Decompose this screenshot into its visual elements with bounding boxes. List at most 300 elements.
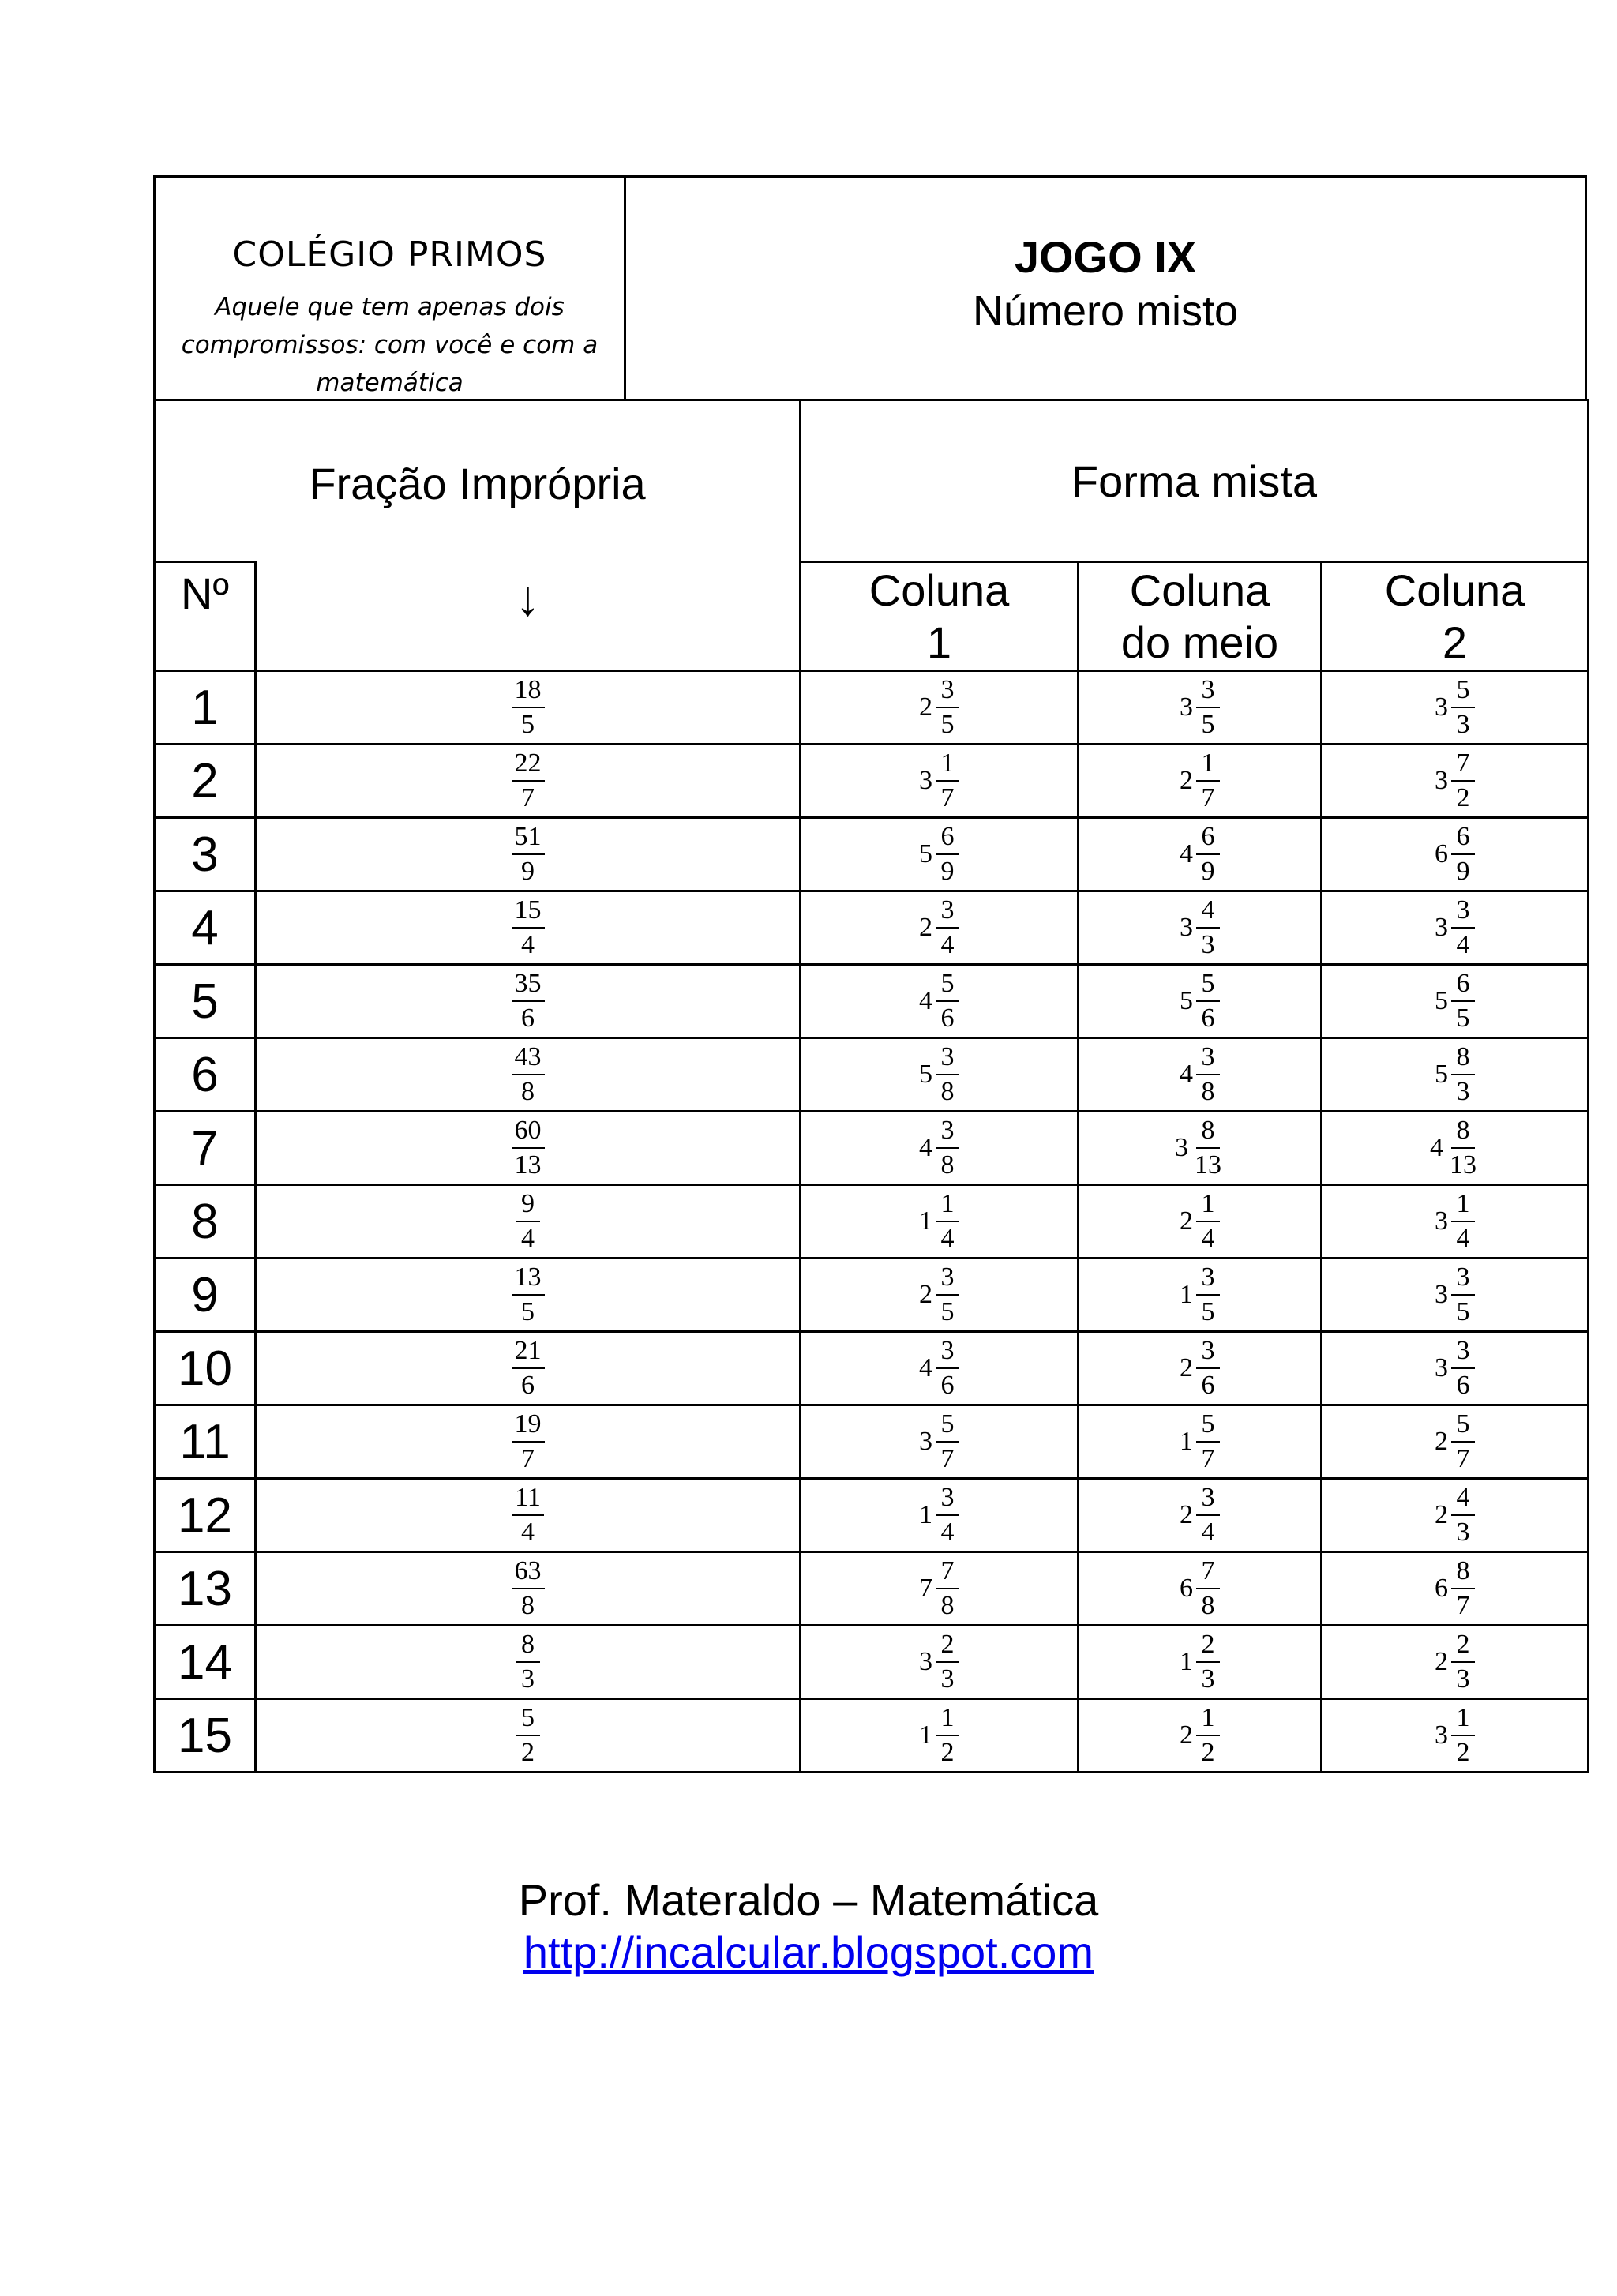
column-1-numerator: 3 xyxy=(936,1481,959,1516)
column-middle-heading-line1: Coluna xyxy=(1129,565,1270,615)
column-1-denominator: 8 xyxy=(940,1077,955,1106)
column-1-numerator: 3 xyxy=(936,1114,959,1149)
improper-numerator: 60 xyxy=(512,1114,545,1149)
column-1-numerator: 6 xyxy=(936,820,959,855)
row-number: 9 xyxy=(155,1259,256,1332)
column-2-heading xyxy=(1322,562,1589,671)
column-2-fraction xyxy=(1451,1481,1475,1549)
column-2-numerator: 5 xyxy=(1451,1408,1475,1443)
improper-denominator: 4 xyxy=(521,1224,535,1253)
column-2-fraction xyxy=(1446,1114,1480,1182)
column-middle-cell xyxy=(1079,1259,1322,1332)
column-middle-mixed-number xyxy=(1180,1041,1220,1109)
column-middle-numerator: 5 xyxy=(1196,1408,1220,1443)
column-2-cell xyxy=(1322,891,1589,965)
column-middle-denominator: 5 xyxy=(1201,1297,1215,1326)
improper-fraction-cell xyxy=(256,745,801,818)
improper-fraction xyxy=(512,1114,545,1182)
row-number: 3 xyxy=(155,818,256,891)
improper-fraction xyxy=(512,1481,544,1549)
column-1-fraction xyxy=(936,1261,959,1329)
column-middle-numerator: 8 xyxy=(1196,1114,1220,1149)
column-middle-whole: 2 xyxy=(1180,1206,1193,1236)
row-number: 7 xyxy=(155,1112,256,1185)
column-2-numerator: 1 xyxy=(1451,1187,1475,1222)
column-middle-whole: 2 xyxy=(1180,766,1193,795)
column-2-whole: 2 xyxy=(1435,1427,1448,1456)
column-2-numerator: 6 xyxy=(1451,967,1475,1002)
column-middle-numerator: 6 xyxy=(1196,820,1220,855)
improper-numerator: 35 xyxy=(512,967,545,1002)
column-1-heading xyxy=(801,562,1079,671)
column-2-mixed-number xyxy=(1435,1481,1475,1549)
improper-denominator: 3 xyxy=(521,1664,535,1694)
improper-fraction-cell xyxy=(256,1332,801,1405)
column-2-fraction xyxy=(1451,820,1475,888)
column-1-heading-line2: 1 xyxy=(926,617,952,667)
column-2-cell xyxy=(1322,1405,1589,1479)
column-1-mixed-number xyxy=(919,820,959,888)
row-number: 15 xyxy=(155,1699,256,1773)
column-2-denominator: 7 xyxy=(1456,1444,1470,1473)
column-middle-whole: 3 xyxy=(1175,1133,1188,1162)
column-1-mixed-number xyxy=(919,1555,959,1623)
column-middle-denominator: 7 xyxy=(1201,1444,1215,1473)
improper-denominator: 5 xyxy=(521,1297,535,1326)
column-1-whole: 3 xyxy=(919,1647,932,1676)
column-1-numerator: 5 xyxy=(936,1408,959,1443)
heading-row xyxy=(155,400,1589,562)
column-1-denominator: 2 xyxy=(940,1738,955,1767)
column-middle-whole: 2 xyxy=(1180,1500,1193,1529)
column-2-whole: 2 xyxy=(1435,1500,1448,1529)
column-middle-fraction xyxy=(1196,1481,1220,1549)
row-number: 6 xyxy=(155,1038,256,1112)
column-2-denominator: 3 xyxy=(1456,1664,1470,1694)
column-2-denominator: 2 xyxy=(1456,783,1470,812)
column-2-denominator: 5 xyxy=(1456,1004,1470,1033)
column-middle-mixed-number xyxy=(1175,1114,1225,1182)
column-middle-fraction xyxy=(1196,967,1220,1035)
column-middle-whole: 1 xyxy=(1180,1427,1193,1456)
column-1-fraction xyxy=(936,1701,959,1769)
column-middle-heading xyxy=(1079,562,1322,671)
column-middle-denominator: 7 xyxy=(1201,783,1215,812)
column-middle-heading-line2: do meio xyxy=(1120,617,1279,667)
column-middle-mixed-number xyxy=(1180,1628,1220,1696)
column-middle-mixed-number xyxy=(1180,894,1220,962)
column-1-cell xyxy=(801,965,1079,1038)
column-1-whole: 1 xyxy=(919,1720,932,1750)
column-middle-cell xyxy=(1079,891,1322,965)
school-name: COLÉGIO PRIMOS xyxy=(232,234,547,275)
improper-numerator: 22 xyxy=(512,747,545,782)
column-2-cell xyxy=(1322,1259,1589,1332)
column-middle-fraction xyxy=(1196,1628,1220,1696)
improper-numerator: 13 xyxy=(512,1261,545,1296)
column-middle-numerator: 3 xyxy=(1196,1261,1220,1296)
improper-fraction-cell xyxy=(256,891,801,965)
down-arrow-icon: ↓ xyxy=(256,562,801,671)
column-2-mixed-number xyxy=(1435,894,1475,962)
column-2-whole: 3 xyxy=(1435,1720,1448,1750)
column-2-numerator: 2 xyxy=(1451,1628,1475,1663)
table-row xyxy=(155,745,1589,818)
column-middle-mixed-number xyxy=(1180,967,1220,1035)
column-1-numerator: 3 xyxy=(936,1261,959,1296)
improper-denominator: 5 xyxy=(521,710,535,739)
column-1-fraction xyxy=(936,747,959,815)
improper-numerator: 9 xyxy=(516,1187,540,1222)
column-1-denominator: 5 xyxy=(940,710,955,739)
column-1-numerator: 1 xyxy=(936,1701,959,1736)
column-2-whole: 3 xyxy=(1435,1280,1448,1309)
improper-numerator: 63 xyxy=(512,1555,545,1589)
column-1-whole: 4 xyxy=(919,1133,932,1162)
column-1-mixed-number xyxy=(919,967,959,1035)
column-2-denominator: 13 xyxy=(1450,1150,1476,1180)
column-middle-whole: 4 xyxy=(1180,1060,1193,1089)
column-1-mixed-number xyxy=(919,1408,959,1476)
column-1-fraction xyxy=(936,820,959,888)
column-middle-numerator: 1 xyxy=(1196,747,1220,782)
column-2-denominator: 3 xyxy=(1456,710,1470,739)
row-number: 5 xyxy=(155,965,256,1038)
column-1-denominator: 7 xyxy=(940,783,955,812)
column-1-mixed-number xyxy=(919,1701,959,1769)
column-2-fraction xyxy=(1451,894,1475,962)
column-2-denominator: 6 xyxy=(1456,1371,1470,1400)
column-2-numerator: 5 xyxy=(1451,673,1475,708)
column-1-numerator: 5 xyxy=(936,967,959,1002)
column-1-denominator: 7 xyxy=(940,1444,955,1473)
improper-fraction-cell xyxy=(256,1112,801,1185)
column-middle-whole: 1 xyxy=(1180,1647,1193,1676)
column-middle-fraction xyxy=(1196,1555,1220,1623)
column-middle-denominator: 5 xyxy=(1201,710,1215,739)
column-1-numerator: 3 xyxy=(936,673,959,708)
column-middle-numerator: 3 xyxy=(1196,1481,1220,1516)
improper-fraction-cell xyxy=(256,1479,801,1552)
column-1-fraction xyxy=(936,1114,959,1182)
column-2-denominator: 4 xyxy=(1456,1224,1470,1253)
improper-denominator: 8 xyxy=(521,1591,535,1620)
school-motto: Aquele que tem apenas dois compromissos: com você e com a matemática xyxy=(181,293,598,397)
column-1-denominator: 4 xyxy=(940,1224,955,1253)
column-middle-whole: 5 xyxy=(1180,986,1193,1015)
table-row xyxy=(155,965,1589,1038)
improper-fraction-cell xyxy=(256,965,801,1038)
column-1-denominator: 9 xyxy=(940,857,955,886)
column-middle-whole: 3 xyxy=(1180,692,1193,722)
column-middle-cell xyxy=(1079,1112,1322,1185)
column-1-numerator: 3 xyxy=(936,1041,959,1075)
improper-fraction-heading: Fração Imprópria xyxy=(155,400,801,562)
fraction-table xyxy=(153,399,1589,1773)
column-1-fraction xyxy=(936,967,959,1035)
column-middle-denominator: 3 xyxy=(1201,930,1215,959)
improper-numerator: 18 xyxy=(512,673,545,708)
column-1-cell xyxy=(801,1626,1079,1699)
column-middle-whole: 6 xyxy=(1180,1574,1193,1603)
column-1-cell xyxy=(801,745,1079,818)
improper-fraction xyxy=(512,673,545,741)
column-2-mixed-number xyxy=(1435,673,1475,741)
column-middle-fraction xyxy=(1196,1408,1220,1476)
column-middle-mixed-number xyxy=(1180,1261,1220,1329)
column-middle-whole: 2 xyxy=(1180,1720,1193,1750)
column-2-fraction xyxy=(1451,1187,1475,1255)
improper-fraction-cell xyxy=(256,1259,801,1332)
column-middle-mixed-number xyxy=(1180,1187,1220,1255)
column-1-numerator: 3 xyxy=(936,894,959,929)
row-number: 11 xyxy=(155,1405,256,1479)
column-1-mixed-number xyxy=(919,1628,959,1696)
column-2-denominator: 3 xyxy=(1456,1518,1470,1547)
column-middle-numerator: 3 xyxy=(1196,1334,1220,1369)
column-1-whole: 5 xyxy=(919,1060,932,1089)
column-middle-fraction xyxy=(1196,1041,1220,1109)
column-1-numerator: 1 xyxy=(936,1187,959,1222)
improper-denominator: 2 xyxy=(521,1738,535,1767)
column-2-whole: 3 xyxy=(1435,766,1448,795)
column-1-fraction xyxy=(936,1334,959,1402)
column-middle-cell xyxy=(1079,671,1322,745)
column-middle-cell xyxy=(1079,745,1322,818)
table-row xyxy=(155,818,1589,891)
column-1-mixed-number xyxy=(919,1261,959,1329)
column-2-mixed-number xyxy=(1435,1334,1475,1402)
subheading-row xyxy=(155,562,1589,671)
column-1-whole: 2 xyxy=(919,692,932,722)
improper-numerator: 15 xyxy=(512,894,545,929)
row-number: 10 xyxy=(155,1332,256,1405)
column-1-mixed-number xyxy=(919,894,959,962)
column-middle-numerator: 3 xyxy=(1196,1041,1220,1075)
improper-fraction-cell xyxy=(256,1038,801,1112)
column-1-cell xyxy=(801,1185,1079,1259)
improper-fraction xyxy=(512,820,545,888)
column-middle-whole: 2 xyxy=(1180,1353,1193,1382)
column-middle-cell xyxy=(1079,818,1322,891)
document-header xyxy=(153,175,1587,401)
column-1-heading-line1: Coluna xyxy=(869,565,1010,615)
column-2-whole: 5 xyxy=(1435,986,1448,1015)
column-2-fraction xyxy=(1451,673,1475,741)
column-2-numerator: 4 xyxy=(1451,1481,1475,1516)
improper-fraction-cell xyxy=(256,671,801,745)
column-middle-fraction xyxy=(1196,1334,1220,1402)
column-2-cell xyxy=(1322,1552,1589,1626)
column-1-whole: 3 xyxy=(919,1427,932,1456)
game-subtitle: Número misto xyxy=(972,287,1239,335)
column-1-mixed-number xyxy=(919,673,959,741)
column-middle-whole: 1 xyxy=(1180,1280,1193,1309)
column-2-numerator: 8 xyxy=(1451,1555,1475,1589)
table-row xyxy=(155,1259,1589,1332)
column-middle-denominator: 4 xyxy=(1201,1224,1215,1253)
game-title: JOGO IX xyxy=(1014,232,1197,282)
improper-fraction xyxy=(512,1408,545,1476)
column-2-whole: 3 xyxy=(1435,913,1448,942)
column-2-cell xyxy=(1322,1626,1589,1699)
table-row xyxy=(155,1185,1589,1259)
table-row xyxy=(155,1626,1589,1699)
column-2-heading-line1: Coluna xyxy=(1384,565,1525,615)
column-2-whole: 6 xyxy=(1435,1574,1448,1603)
column-middle-mixed-number xyxy=(1180,1481,1220,1549)
column-2-numerator: 8 xyxy=(1451,1114,1475,1149)
column-2-numerator: 3 xyxy=(1451,1334,1475,1369)
column-middle-cell xyxy=(1079,1699,1322,1773)
column-middle-numerator: 7 xyxy=(1196,1555,1220,1589)
column-2-denominator: 3 xyxy=(1456,1077,1470,1106)
table-row xyxy=(155,1332,1589,1405)
column-1-mixed-number xyxy=(919,747,959,815)
column-2-cell xyxy=(1322,965,1589,1038)
improper-fraction xyxy=(512,894,545,962)
improper-denominator: 9 xyxy=(521,857,535,886)
column-1-whole: 4 xyxy=(919,1353,932,1382)
column-middle-cell xyxy=(1079,1479,1322,1552)
column-1-cell xyxy=(801,1552,1079,1626)
improper-numerator: 19 xyxy=(512,1408,545,1443)
improper-fraction-cell xyxy=(256,818,801,891)
column-1-numerator: 1 xyxy=(936,747,959,782)
improper-denominator: 7 xyxy=(521,1444,535,1473)
table-row xyxy=(155,1405,1589,1479)
mixed-form-heading: Forma mista xyxy=(801,400,1589,562)
column-middle-cell xyxy=(1079,965,1322,1038)
improper-fraction-cell xyxy=(256,1185,801,1259)
improper-denominator: 8 xyxy=(521,1077,535,1106)
column-middle-mixed-number xyxy=(1180,1334,1220,1402)
column-2-whole: 6 xyxy=(1435,839,1448,869)
column-middle-mixed-number xyxy=(1180,747,1220,815)
column-2-cell xyxy=(1322,745,1589,818)
row-number: 2 xyxy=(155,745,256,818)
column-1-numerator: 3 xyxy=(936,1334,959,1369)
column-2-fraction xyxy=(1451,1555,1475,1623)
table-row xyxy=(155,1699,1589,1773)
row-number: 4 xyxy=(155,891,256,965)
column-middle-cell xyxy=(1079,1405,1322,1479)
footer-credit: Prof. Materaldo – Matemática xyxy=(518,1875,1099,1925)
improper-fraction xyxy=(512,1261,545,1329)
column-middle-numerator: 4 xyxy=(1196,894,1220,929)
column-2-whole: 3 xyxy=(1435,1206,1448,1236)
column-2-cell xyxy=(1322,671,1589,745)
column-1-denominator: 6 xyxy=(940,1004,955,1033)
row-number: 14 xyxy=(155,1626,256,1699)
improper-fraction-cell xyxy=(256,1552,801,1626)
column-1-whole: 5 xyxy=(919,839,932,869)
column-middle-denominator: 3 xyxy=(1201,1664,1215,1694)
column-2-fraction xyxy=(1451,1334,1475,1402)
column-1-fraction xyxy=(936,1187,959,1255)
column-1-denominator: 5 xyxy=(940,1297,955,1326)
column-1-mixed-number xyxy=(919,1334,959,1402)
improper-denominator: 7 xyxy=(521,783,535,812)
column-middle-fraction xyxy=(1191,1114,1225,1182)
column-2-mixed-number xyxy=(1435,747,1475,815)
column-middle-numerator: 2 xyxy=(1196,1628,1220,1663)
column-2-numerator: 8 xyxy=(1451,1041,1475,1075)
column-1-cell xyxy=(801,1405,1079,1479)
column-2-cell xyxy=(1322,1332,1589,1405)
game-cell xyxy=(626,178,1585,399)
improper-fraction-cell xyxy=(256,1699,801,1773)
column-middle-fraction xyxy=(1196,820,1220,888)
column-middle-fraction xyxy=(1196,747,1220,815)
column-1-mixed-number xyxy=(919,1481,959,1549)
improper-denominator: 6 xyxy=(521,1371,535,1400)
improper-fraction xyxy=(512,1334,545,1402)
column-1-numerator: 7 xyxy=(936,1555,959,1589)
column-2-numerator: 3 xyxy=(1451,894,1475,929)
column-middle-mixed-number xyxy=(1180,1701,1220,1769)
column-2-denominator: 9 xyxy=(1456,857,1470,886)
improper-fraction xyxy=(516,1628,540,1696)
row-number: 8 xyxy=(155,1185,256,1259)
column-2-mixed-number xyxy=(1430,1114,1480,1182)
column-middle-fraction xyxy=(1196,1701,1220,1769)
column-1-mixed-number xyxy=(919,1187,959,1255)
column-2-denominator: 7 xyxy=(1456,1591,1470,1620)
column-middle-numerator: 5 xyxy=(1196,967,1220,1002)
improper-fraction xyxy=(512,1555,545,1623)
table-row xyxy=(155,1112,1589,1185)
column-2-mixed-number xyxy=(1435,1187,1475,1255)
column-middle-numerator: 3 xyxy=(1196,673,1220,708)
column-middle-cell xyxy=(1079,1552,1322,1626)
column-1-whole: 2 xyxy=(919,913,932,942)
column-middle-whole: 4 xyxy=(1180,839,1193,869)
column-2-mixed-number xyxy=(1435,967,1475,1035)
improper-fraction xyxy=(512,747,545,815)
column-middle-numerator: 1 xyxy=(1196,1701,1220,1736)
column-2-fraction xyxy=(1451,1408,1475,1476)
improper-fraction xyxy=(512,967,545,1035)
column-1-cell xyxy=(801,1112,1079,1185)
column-1-whole: 3 xyxy=(919,766,932,795)
column-2-numerator: 7 xyxy=(1451,747,1475,782)
column-1-whole: 7 xyxy=(919,1574,932,1603)
column-1-denominator: 6 xyxy=(940,1371,955,1400)
column-middle-fraction xyxy=(1196,1187,1220,1255)
column-middle-mixed-number xyxy=(1180,1408,1220,1476)
table-row xyxy=(155,1552,1589,1626)
improper-fraction-cell xyxy=(256,1405,801,1479)
improper-fraction xyxy=(516,1187,540,1255)
column-middle-fraction xyxy=(1196,894,1220,962)
column-1-cell xyxy=(801,1699,1079,1773)
column-2-denominator: 5 xyxy=(1456,1297,1470,1326)
column-1-cell xyxy=(801,1038,1079,1112)
column-2-mixed-number xyxy=(1435,1041,1475,1109)
column-1-cell xyxy=(801,1259,1079,1332)
column-2-mixed-number xyxy=(1435,1628,1475,1696)
column-1-fraction xyxy=(936,1481,959,1549)
column-1-denominator: 8 xyxy=(940,1591,955,1620)
column-middle-denominator: 8 xyxy=(1201,1077,1215,1106)
footer-link[interactable]: http://incalcular.blogspot.com xyxy=(523,1927,1094,1977)
table-row xyxy=(155,1038,1589,1112)
improper-denominator: 13 xyxy=(514,1150,542,1180)
column-middle-denominator: 8 xyxy=(1201,1591,1215,1620)
column-2-fraction xyxy=(1451,1261,1475,1329)
column-1-mixed-number xyxy=(919,1041,959,1109)
